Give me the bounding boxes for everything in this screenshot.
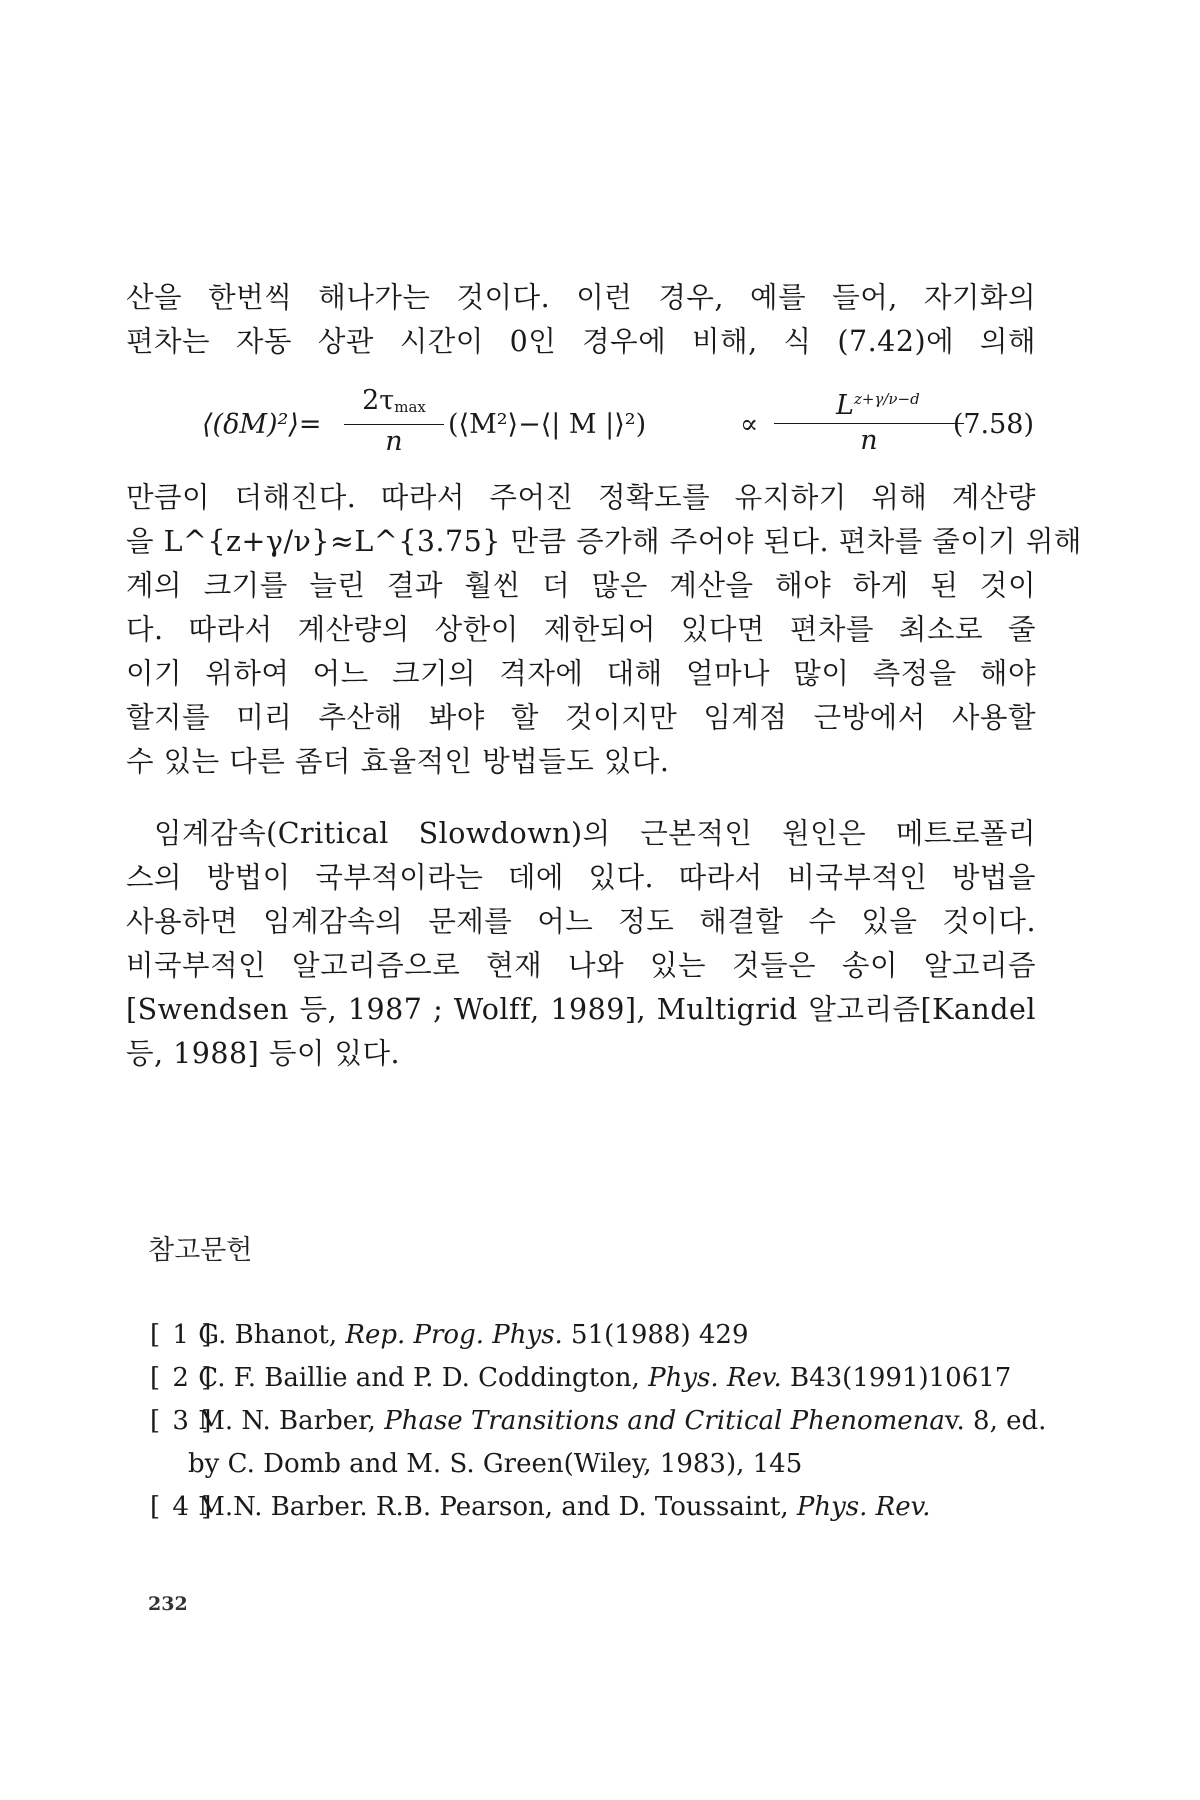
page-number: 232 bbox=[148, 1593, 188, 1615]
reference-item bbox=[150, 1486, 1030, 1529]
equation-number: (7.58) bbox=[952, 409, 1034, 440]
text-line: 수 있는 다른 좀더 효율적인 방법들도 있다. bbox=[126, 745, 670, 778]
reference-authors: M.N. Barber. R.B. Pearson, and D. Toussaint, bbox=[198, 1492, 797, 1522]
text-line: 편차는 자동 상관 시간이 0인 경우에 비해, 식 (7.42)에 의해 bbox=[126, 325, 1036, 358]
reference-continuation: by C. Domb and M. S. Green(Wiley, 1983), 145 bbox=[188, 1449, 803, 1479]
fraction-denominator: n bbox=[385, 426, 403, 457]
equation-7-58 bbox=[126, 372, 1036, 472]
reference-label: [ 3 ] bbox=[150, 1406, 214, 1436]
text-line: 등, 1988] 등이 있다. bbox=[126, 1037, 401, 1070]
equation-variance-term: (⟨M²⟩−⟨| M |⟩²) bbox=[448, 409, 647, 440]
reference-details: v. 8, ed. bbox=[944, 1406, 1047, 1436]
fraction-denominator: n bbox=[860, 425, 878, 456]
reference-item bbox=[150, 1357, 1030, 1400]
fraction-2tau-over-n bbox=[344, 386, 444, 457]
text-line: 임계감속(Critical Slowdown)의 근본적인 원인은 메트로폴리 bbox=[154, 817, 1036, 850]
reference-journal: Rep. Prog. Phys. bbox=[345, 1320, 563, 1350]
fraction-numerator: 2τ bbox=[362, 385, 395, 416]
text-line: 을 L^{z+γ/ν}≈L^{3.75} 만큼 증가해 주어야 된다. 편차를 줄이기 위해 bbox=[126, 525, 1082, 558]
reference-authors: G. Bhanot, bbox=[198, 1320, 346, 1350]
text-line: 계의 크기를 늘린 결과 훨씬 더 많은 계산을 해야 하게 된 것이 bbox=[126, 569, 1036, 602]
text-line: 할지를 미리 추산해 봐야 할 것이지만 임계점 근방에서 사용할 bbox=[126, 701, 1036, 734]
text-line: 비국부적인 알고리즘으로 현재 나와 있는 것들은 송이 알고리즘 bbox=[126, 949, 1036, 982]
reference-list bbox=[150, 1314, 1047, 1529]
reference-label: [ 2 ] bbox=[150, 1363, 214, 1393]
reference-journal: Phase Transitions and Critical Phenomena bbox=[384, 1406, 945, 1436]
reference-label: [ 4 ] bbox=[150, 1492, 214, 1522]
paragraph-critical-slowdown bbox=[126, 812, 1036, 1076]
exponent: z+γ/ν−d bbox=[853, 390, 920, 408]
reference-details: 51(1988) 429 bbox=[562, 1320, 749, 1350]
text-line: 이기 위하여 어느 크기의 격자에 대해 얼마나 많이 측정을 해야 bbox=[126, 657, 1036, 690]
fraction-numerator: L bbox=[836, 390, 854, 421]
paragraph-intro bbox=[126, 276, 1036, 364]
proportional-symbol: ∝ bbox=[740, 409, 759, 440]
reference-journal: Phys. Rev. bbox=[648, 1363, 782, 1393]
references-heading: 참고문헌 bbox=[148, 1235, 253, 1266]
fraction-L-over-n bbox=[774, 384, 964, 456]
reference-authors: C. F. Baillie and P. D. Coddington, bbox=[198, 1363, 649, 1393]
text-line: 산을 한번씩 해나가는 것이다. 이런 경우, 예를 들어, 자기화의 bbox=[126, 281, 1036, 314]
reference-details: B43(1991)10617 bbox=[781, 1363, 1012, 1393]
text-line: 사용하면 임계감속의 문제를 어느 정도 해결할 수 있을 것이다. bbox=[126, 905, 1036, 938]
reference-authors: M. N. Barber, bbox=[198, 1406, 385, 1436]
reference-item bbox=[150, 1400, 1047, 1443]
text-line: [Swendsen 등, 1987 ; Wolff, 1989], Multigrid 알고리즘[Kandel bbox=[126, 993, 1036, 1026]
paragraph-variance bbox=[126, 476, 1082, 784]
text-line: 만큼이 더해진다. 따라서 주어진 정확도를 유지하기 위해 계산량 bbox=[126, 481, 1036, 514]
reference-label: [ 1 ] bbox=[150, 1320, 214, 1350]
text-line: 스의 방법이 국부적이라는 데에 있다. 따라서 비국부적인 방법을 bbox=[126, 861, 1036, 894]
text-line: 다. 따라서 계산량의 상한이 제한되어 있다면 편차를 최소로 줄 bbox=[126, 613, 1036, 646]
reference-item bbox=[150, 1314, 1030, 1357]
subscript-max: max bbox=[394, 398, 426, 416]
equation-lhs: ⟨(δM)²⟩= bbox=[202, 409, 322, 440]
reference-journal: Phys. Rev. bbox=[796, 1492, 931, 1522]
